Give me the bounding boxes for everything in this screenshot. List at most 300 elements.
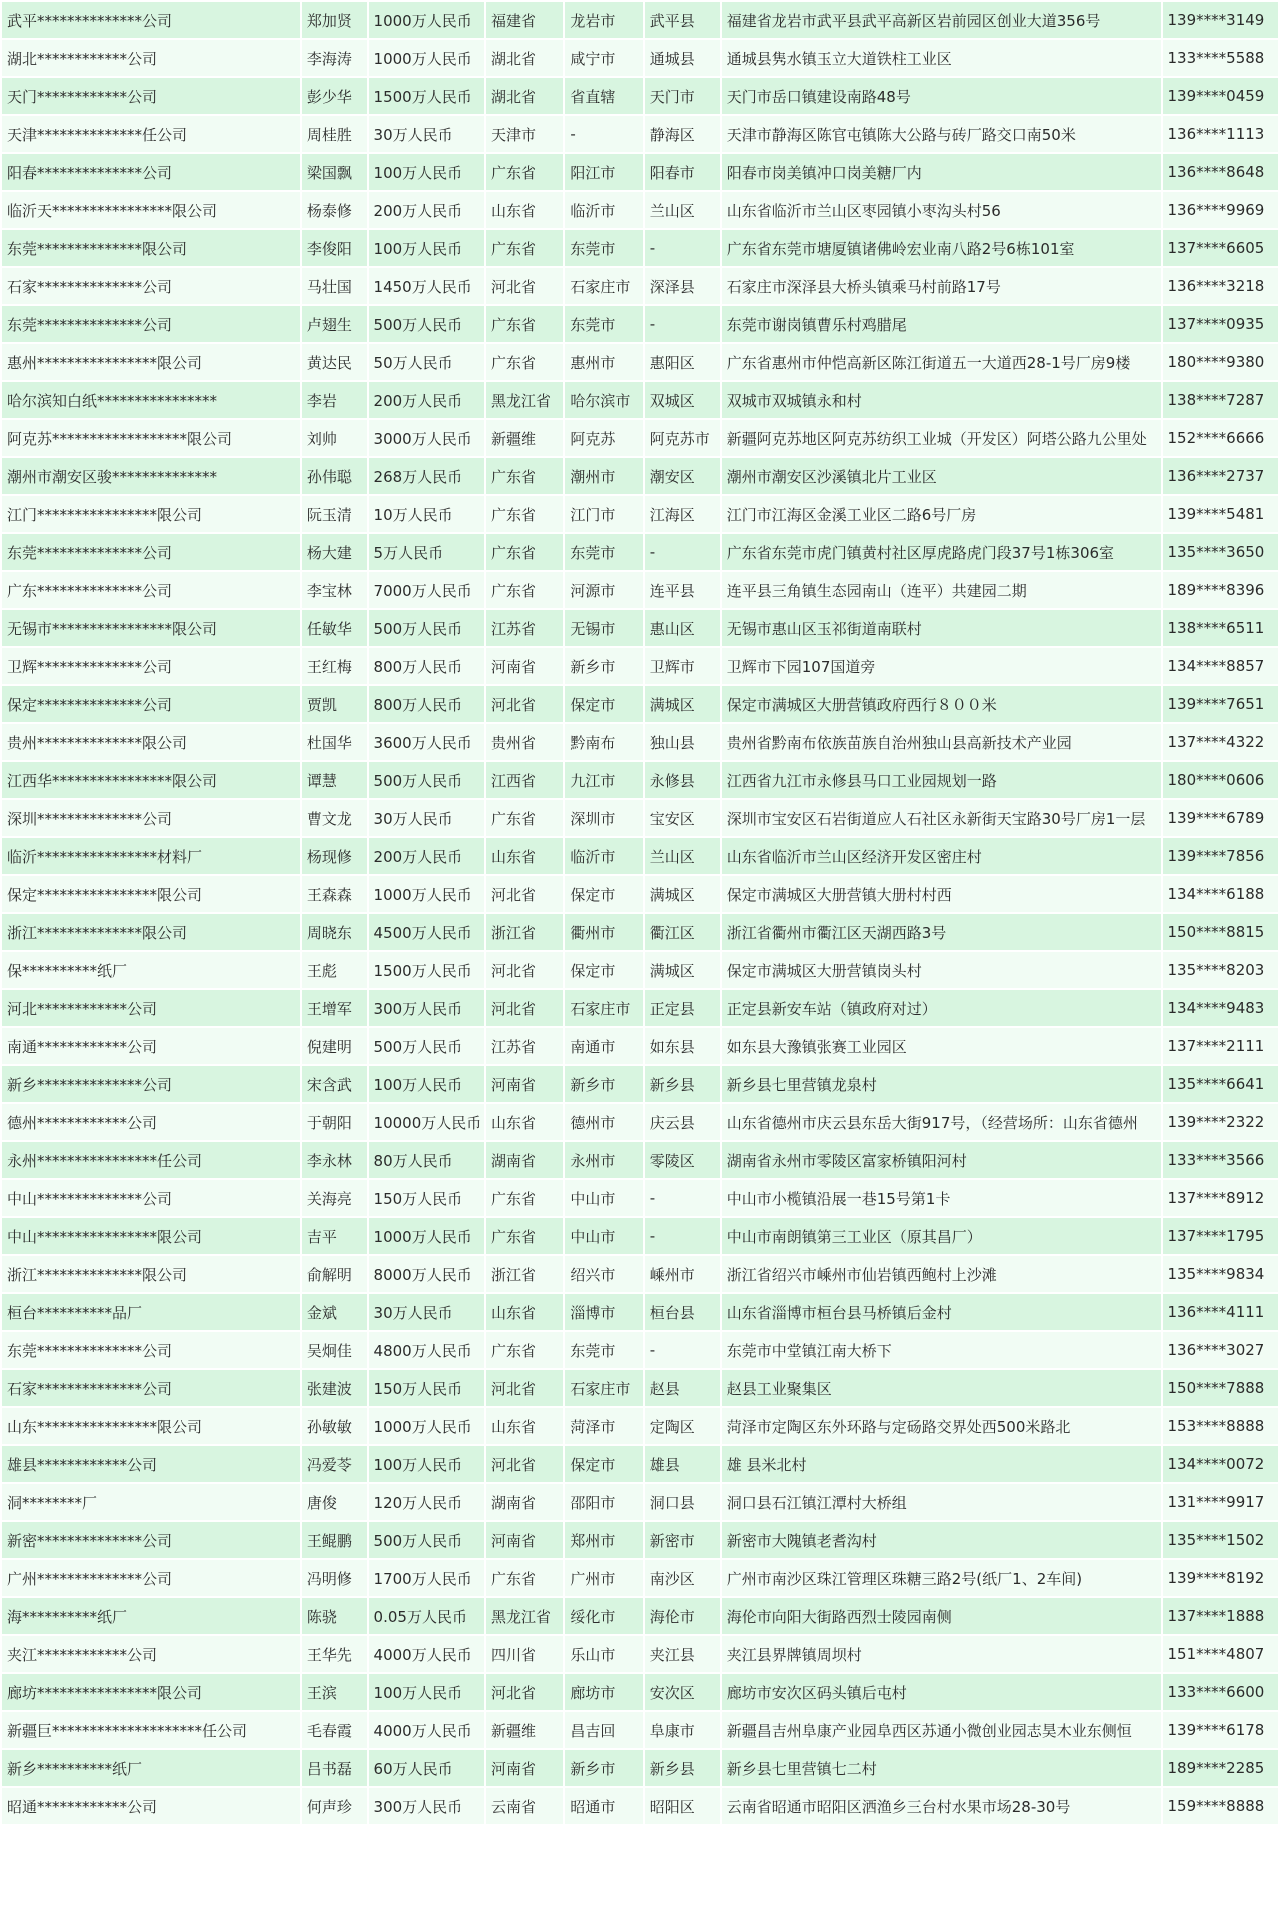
cell-company: 新密**************公司 bbox=[2, 1522, 300, 1558]
cell-phone: 159****8888 bbox=[1163, 1788, 1278, 1824]
table-row bbox=[2, 382, 1278, 418]
cell-district: - bbox=[645, 1180, 720, 1216]
cell-city: 临沂市 bbox=[565, 838, 642, 874]
cell-address: 广州市南沙区珠江管理区珠糖三路2号(纸厂1、2车间) bbox=[722, 1560, 1161, 1596]
table-row bbox=[2, 800, 1278, 836]
cell-company: 海**********纸厂 bbox=[2, 1598, 300, 1634]
cell-district: 南沙区 bbox=[645, 1560, 720, 1596]
cell-province: 河北省 bbox=[486, 1446, 563, 1482]
cell-legal-rep: 王增军 bbox=[302, 990, 367, 1026]
cell-district: 卫辉市 bbox=[645, 648, 720, 684]
table-row bbox=[2, 306, 1278, 342]
cell-province: 福建省 bbox=[486, 2, 563, 38]
cell-district: - bbox=[645, 306, 720, 342]
cell-district: 赵县 bbox=[645, 1370, 720, 1406]
cell-phone: 139****0459 bbox=[1163, 78, 1278, 114]
cell-district: 新乡县 bbox=[645, 1066, 720, 1102]
cell-legal-rep: 吉平 bbox=[302, 1218, 367, 1254]
cell-legal-rep: 王华先 bbox=[302, 1636, 367, 1672]
cell-company: 临沂天****************限公司 bbox=[2, 192, 300, 228]
cell-company: 夹江************公司 bbox=[2, 1636, 300, 1672]
cell-province: 河南省 bbox=[486, 1750, 563, 1786]
cell-province: 山东省 bbox=[486, 1294, 563, 1330]
cell-address: 保定市满城区大册营镇大册村村西 bbox=[722, 876, 1161, 912]
cell-province: 河南省 bbox=[486, 1066, 563, 1102]
cell-legal-rep: 王滨 bbox=[302, 1674, 367, 1710]
cell-capital: 1450万人民币 bbox=[369, 268, 484, 304]
table-row bbox=[2, 1560, 1278, 1596]
cell-phone: 139****2322 bbox=[1163, 1104, 1278, 1140]
cell-province: 广东省 bbox=[486, 344, 563, 380]
cell-legal-rep: 冯明修 bbox=[302, 1560, 367, 1596]
cell-capital: 500万人民币 bbox=[369, 1522, 484, 1558]
cell-city: 深圳市 bbox=[565, 800, 642, 836]
cell-address: 石家庄市深泽县大桥头镇乘马村前路17号 bbox=[722, 268, 1161, 304]
table-row bbox=[2, 78, 1278, 114]
cell-district: 静海区 bbox=[645, 116, 720, 152]
cell-district: 兰山区 bbox=[645, 192, 720, 228]
cell-province: 浙江省 bbox=[486, 914, 563, 950]
cell-company: 阳春**************公司 bbox=[2, 154, 300, 190]
table-row bbox=[2, 192, 1278, 228]
cell-legal-rep: 马壮国 bbox=[302, 268, 367, 304]
cell-province: 河北省 bbox=[486, 268, 563, 304]
cell-phone: 135****1502 bbox=[1163, 1522, 1278, 1558]
cell-company: 桓台**********品厂 bbox=[2, 1294, 300, 1330]
cell-phone: 189****8396 bbox=[1163, 572, 1278, 608]
cell-company: 浙江**************限公司 bbox=[2, 914, 300, 950]
cell-capital: 100万人民币 bbox=[369, 154, 484, 190]
cell-legal-rep: 李俊阳 bbox=[302, 230, 367, 266]
table-row bbox=[2, 1750, 1278, 1786]
table-row bbox=[2, 838, 1278, 874]
table-row bbox=[2, 154, 1278, 190]
cell-legal-rep: 陈骁 bbox=[302, 1598, 367, 1634]
cell-capital: 200万人民币 bbox=[369, 192, 484, 228]
table-row bbox=[2, 268, 1278, 304]
cell-district: 通城县 bbox=[645, 40, 720, 76]
cell-province: 广东省 bbox=[486, 458, 563, 494]
cell-capital: 4000万人民币 bbox=[369, 1712, 484, 1748]
cell-address: 江西省九江市永修县马口工业园规划一路 bbox=[722, 762, 1161, 798]
table-row bbox=[2, 1028, 1278, 1064]
cell-legal-rep: 周桂胜 bbox=[302, 116, 367, 152]
cell-address: 山东省临沂市兰山区枣园镇小枣沟头村56 bbox=[722, 192, 1161, 228]
cell-district: 零陵区 bbox=[645, 1142, 720, 1178]
cell-legal-rep: 刘帅 bbox=[302, 420, 367, 456]
cell-legal-rep: 孙敏敏 bbox=[302, 1408, 367, 1444]
table-body bbox=[2, 2, 1278, 1824]
cell-address: 东莞市谢岗镇曹乐村鸡腊尾 bbox=[722, 306, 1161, 342]
cell-company: 潮州市潮安区骏************** bbox=[2, 458, 300, 494]
cell-district: 安次区 bbox=[645, 1674, 720, 1710]
cell-city: 淄博市 bbox=[565, 1294, 642, 1330]
cell-city: - bbox=[565, 116, 642, 152]
cell-capital: 500万人民币 bbox=[369, 1028, 484, 1064]
cell-legal-rep: 王彪 bbox=[302, 952, 367, 988]
cell-capital: 120万人民币 bbox=[369, 1484, 484, 1520]
cell-address: 廊坊市安次区码头镇后屯村 bbox=[722, 1674, 1161, 1710]
cell-phone: 136****4111 bbox=[1163, 1294, 1278, 1330]
table-row bbox=[2, 1066, 1278, 1102]
cell-address: 菏泽市定陶区东外环路与定砀路交界处西500米路北 bbox=[722, 1408, 1161, 1444]
cell-legal-rep: 金斌 bbox=[302, 1294, 367, 1330]
cell-address: 赵县工业聚集区 bbox=[722, 1370, 1161, 1406]
cell-address: 连平县三角镇生态园南山（连平）共建园二期 bbox=[722, 572, 1161, 608]
cell-phone: 150****7888 bbox=[1163, 1370, 1278, 1406]
cell-phone: 139****8192 bbox=[1163, 1560, 1278, 1596]
cell-capital: 200万人民币 bbox=[369, 838, 484, 874]
cell-province: 广东省 bbox=[486, 154, 563, 190]
cell-legal-rep: 宋含武 bbox=[302, 1066, 367, 1102]
cell-district: 衢江区 bbox=[645, 914, 720, 950]
cell-capital: 800万人民币 bbox=[369, 648, 484, 684]
cell-phone: 136****3218 bbox=[1163, 268, 1278, 304]
cell-legal-rep: 孙伟聪 bbox=[302, 458, 367, 494]
cell-phone: 135****9834 bbox=[1163, 1256, 1278, 1292]
cell-district: 阿克苏市 bbox=[645, 420, 720, 456]
cell-phone: 133****6600 bbox=[1163, 1674, 1278, 1710]
cell-province: 广东省 bbox=[486, 230, 563, 266]
cell-address: 正定县新安车站（镇政府对过） bbox=[722, 990, 1161, 1026]
cell-legal-rep: 杜国华 bbox=[302, 724, 367, 760]
cell-phone: 137****4322 bbox=[1163, 724, 1278, 760]
cell-legal-rep: 周晓东 bbox=[302, 914, 367, 950]
cell-district: 嵊州市 bbox=[645, 1256, 720, 1292]
cell-province: 河北省 bbox=[486, 876, 563, 912]
cell-province: 广东省 bbox=[486, 1180, 563, 1216]
cell-province: 河北省 bbox=[486, 952, 563, 988]
cell-phone: 137****6605 bbox=[1163, 230, 1278, 266]
cell-district: 独山县 bbox=[645, 724, 720, 760]
cell-company: 洞********厂 bbox=[2, 1484, 300, 1520]
cell-province: 广东省 bbox=[486, 496, 563, 532]
cell-province: 广东省 bbox=[486, 534, 563, 570]
cell-company: 中山****************限公司 bbox=[2, 1218, 300, 1254]
cell-company: 惠州****************限公司 bbox=[2, 344, 300, 380]
cell-company: 无锡市****************限公司 bbox=[2, 610, 300, 646]
cell-phone: 133****5588 bbox=[1163, 40, 1278, 76]
cell-province: 广东省 bbox=[486, 1218, 563, 1254]
cell-province: 湖南省 bbox=[486, 1484, 563, 1520]
cell-district: 武平县 bbox=[645, 2, 720, 38]
cell-city: 昭通市 bbox=[565, 1788, 642, 1824]
cell-legal-rep: 冯爱苓 bbox=[302, 1446, 367, 1482]
cell-province: 山东省 bbox=[486, 838, 563, 874]
cell-legal-rep: 阮玉清 bbox=[302, 496, 367, 532]
cell-capital: 10万人民币 bbox=[369, 496, 484, 532]
cell-capital: 7000万人民币 bbox=[369, 572, 484, 608]
cell-city: 东莞市 bbox=[565, 306, 642, 342]
cell-capital: 3000万人民币 bbox=[369, 420, 484, 456]
cell-city: 廊坊市 bbox=[565, 1674, 642, 1710]
cell-capital: 50万人民币 bbox=[369, 344, 484, 380]
table-row bbox=[2, 40, 1278, 76]
cell-city: 东莞市 bbox=[565, 534, 642, 570]
cell-district: 新密市 bbox=[645, 1522, 720, 1558]
cell-capital: 500万人民币 bbox=[369, 306, 484, 342]
cell-company: 浙江**************限公司 bbox=[2, 1256, 300, 1292]
cell-address: 深圳市宝安区石岩街道应人石社区永新街天宝路30号厂房1一层 bbox=[722, 800, 1161, 836]
cell-province: 浙江省 bbox=[486, 1256, 563, 1292]
cell-capital: 4800万人民币 bbox=[369, 1332, 484, 1368]
cell-district: 雄县 bbox=[645, 1446, 720, 1482]
cell-address: 福建省龙岩市武平县武平高新区岩前园区创业大道356号 bbox=[722, 2, 1161, 38]
cell-legal-rep: 张建波 bbox=[302, 1370, 367, 1406]
cell-province: 山东省 bbox=[486, 1104, 563, 1140]
cell-capital: 1000万人民币 bbox=[369, 876, 484, 912]
cell-province: 湖北省 bbox=[486, 40, 563, 76]
cell-company: 深圳**************公司 bbox=[2, 800, 300, 836]
cell-district: 惠山区 bbox=[645, 610, 720, 646]
cell-city: 保定市 bbox=[565, 1446, 642, 1482]
cell-legal-rep: 杨泰修 bbox=[302, 192, 367, 228]
cell-address: 新乡县七里营镇龙泉村 bbox=[722, 1066, 1161, 1102]
cell-phone: 189****2285 bbox=[1163, 1750, 1278, 1786]
cell-company: 湖北************公司 bbox=[2, 40, 300, 76]
cell-legal-rep: 贾凯 bbox=[302, 686, 367, 722]
cell-province: 广东省 bbox=[486, 1332, 563, 1368]
cell-company: 河北************公司 bbox=[2, 990, 300, 1026]
table-row bbox=[2, 686, 1278, 722]
cell-province: 广东省 bbox=[486, 800, 563, 836]
cell-phone: 134****8857 bbox=[1163, 648, 1278, 684]
cell-capital: 10000万人民币 bbox=[369, 1104, 484, 1140]
cell-phone: 135****6641 bbox=[1163, 1066, 1278, 1102]
cell-phone: 137****1795 bbox=[1163, 1218, 1278, 1254]
table-row bbox=[2, 762, 1278, 798]
cell-phone: 139****6789 bbox=[1163, 800, 1278, 836]
cell-company: 东莞**************公司 bbox=[2, 306, 300, 342]
cell-city: 九江市 bbox=[565, 762, 642, 798]
cell-legal-rep: 梁国飘 bbox=[302, 154, 367, 190]
table-row bbox=[2, 1522, 1278, 1558]
cell-province: 山东省 bbox=[486, 192, 563, 228]
cell-capital: 100万人民币 bbox=[369, 1674, 484, 1710]
cell-address: 云南省昭通市昭阳区洒渔乡三台村水果市场28-30号 bbox=[722, 1788, 1161, 1824]
cell-capital: 100万人民币 bbox=[369, 1066, 484, 1102]
cell-capital: 200万人民币 bbox=[369, 382, 484, 418]
table-row bbox=[2, 1370, 1278, 1406]
cell-province: 河南省 bbox=[486, 1522, 563, 1558]
cell-district: 庆云县 bbox=[645, 1104, 720, 1140]
cell-city: 南通市 bbox=[565, 1028, 642, 1064]
cell-capital: 1000万人民币 bbox=[369, 2, 484, 38]
cell-capital: 268万人民币 bbox=[369, 458, 484, 494]
cell-district: 双城区 bbox=[645, 382, 720, 418]
cell-capital: 1000万人民币 bbox=[369, 1408, 484, 1444]
cell-province: 新疆维 bbox=[486, 420, 563, 456]
cell-capital: 1000万人民币 bbox=[369, 1218, 484, 1254]
table-row bbox=[2, 1256, 1278, 1292]
cell-district: - bbox=[645, 1332, 720, 1368]
cell-province: 河北省 bbox=[486, 1674, 563, 1710]
cell-capital: 150万人民币 bbox=[369, 1370, 484, 1406]
cell-address: 如东县大豫镇张赛工业园区 bbox=[722, 1028, 1161, 1064]
cell-legal-rep: 倪建明 bbox=[302, 1028, 367, 1064]
cell-capital: 30万人民币 bbox=[369, 116, 484, 152]
cell-legal-rep: 俞解明 bbox=[302, 1256, 367, 1292]
cell-phone: 137****8912 bbox=[1163, 1180, 1278, 1216]
cell-capital: 300万人民币 bbox=[369, 1788, 484, 1824]
cell-address: 山东省淄博市桓台县马桥镇后金村 bbox=[722, 1294, 1161, 1330]
cell-city: 乐山市 bbox=[565, 1636, 642, 1672]
cell-phone: 135****3650 bbox=[1163, 534, 1278, 570]
cell-city: 中山市 bbox=[565, 1218, 642, 1254]
cell-city: 保定市 bbox=[565, 876, 642, 912]
cell-phone: 136****8648 bbox=[1163, 154, 1278, 190]
cell-company: 天门************公司 bbox=[2, 78, 300, 114]
cell-address: 浙江省绍兴市嵊州市仙岩镇西鲍村上沙滩 bbox=[722, 1256, 1161, 1292]
cell-district: 阜康市 bbox=[645, 1712, 720, 1748]
cell-city: 石家庄市 bbox=[565, 268, 642, 304]
cell-district: 新乡县 bbox=[645, 1750, 720, 1786]
cell-company: 廊坊****************限公司 bbox=[2, 1674, 300, 1710]
table-row bbox=[2, 1484, 1278, 1520]
cell-legal-rep: 曹文龙 bbox=[302, 800, 367, 836]
cell-phone: 136****9969 bbox=[1163, 192, 1278, 228]
cell-company: 德州************公司 bbox=[2, 1104, 300, 1140]
table-row bbox=[2, 1294, 1278, 1330]
cell-capital: 150万人民币 bbox=[369, 1180, 484, 1216]
cell-capital: 1500万人民币 bbox=[369, 952, 484, 988]
cell-company: 江西华****************限公司 bbox=[2, 762, 300, 798]
cell-legal-rep: 郑加贤 bbox=[302, 2, 367, 38]
cell-company: 保**********纸厂 bbox=[2, 952, 300, 988]
cell-address: 新密市大隗镇老耆沟村 bbox=[722, 1522, 1161, 1558]
cell-district: 满城区 bbox=[645, 686, 720, 722]
cell-company: 石家**************公司 bbox=[2, 268, 300, 304]
cell-legal-rep: 杨大建 bbox=[302, 534, 367, 570]
cell-company: 东莞**************公司 bbox=[2, 1332, 300, 1368]
cell-district: 满城区 bbox=[645, 876, 720, 912]
cell-company: 哈尔滨知白纸**************** bbox=[2, 382, 300, 418]
table-row bbox=[2, 534, 1278, 570]
cell-district: 深泽县 bbox=[645, 268, 720, 304]
cell-legal-rep: 毛春霞 bbox=[302, 1712, 367, 1748]
cell-address: 海伦市向阳大街路西烈士陵园南侧 bbox=[722, 1598, 1161, 1634]
cell-province: 江西省 bbox=[486, 762, 563, 798]
cell-address: 湖南省永州市零陵区富家桥镇阳河村 bbox=[722, 1142, 1161, 1178]
cell-capital: 5万人民币 bbox=[369, 534, 484, 570]
table-row bbox=[2, 1712, 1278, 1748]
cell-district: 正定县 bbox=[645, 990, 720, 1026]
cell-address: 山东省德州市庆云县东岳大街917号，（经营场所：山东省德州 bbox=[722, 1104, 1161, 1140]
cell-city: 郑州市 bbox=[565, 1522, 642, 1558]
cell-company: 临沂****************材料厂 bbox=[2, 838, 300, 874]
cell-company: 卫辉**************公司 bbox=[2, 648, 300, 684]
cell-city: 无锡市 bbox=[565, 610, 642, 646]
cell-phone: 139****6178 bbox=[1163, 1712, 1278, 1748]
table-row bbox=[2, 344, 1278, 380]
cell-phone: 137****1888 bbox=[1163, 1598, 1278, 1634]
cell-phone: 139****7856 bbox=[1163, 838, 1278, 874]
cell-company: 南通************公司 bbox=[2, 1028, 300, 1064]
cell-capital: 60万人民币 bbox=[369, 1750, 484, 1786]
cell-legal-rep: 李海涛 bbox=[302, 40, 367, 76]
cell-province: 河北省 bbox=[486, 990, 563, 1026]
cell-city: 潮州市 bbox=[565, 458, 642, 494]
cell-legal-rep: 王森森 bbox=[302, 876, 367, 912]
cell-district: 满城区 bbox=[645, 952, 720, 988]
cell-legal-rep: 卢翅生 bbox=[302, 306, 367, 342]
table-row bbox=[2, 914, 1278, 950]
cell-phone: 134****9483 bbox=[1163, 990, 1278, 1026]
cell-phone: 135****8203 bbox=[1163, 952, 1278, 988]
cell-company: 山东****************限公司 bbox=[2, 1408, 300, 1444]
cell-address: 中山市小榄镇沿展一巷15号第1卡 bbox=[722, 1180, 1161, 1216]
cell-address: 广东省惠州市仲恺高新区陈江街道五一大道西28-1号厂房9楼 bbox=[722, 344, 1161, 380]
cell-company: 保定**************公司 bbox=[2, 686, 300, 722]
cell-district: 夹江县 bbox=[645, 1636, 720, 1672]
cell-address: 山东省临沂市兰山区经济开发区密庄村 bbox=[722, 838, 1161, 874]
cell-capital: 1500万人民币 bbox=[369, 78, 484, 114]
cell-district: 阳春市 bbox=[645, 154, 720, 190]
cell-address: 新乡县七里营镇七二村 bbox=[722, 1750, 1161, 1786]
cell-address: 阳春市岗美镇冲口岗美糖厂内 bbox=[722, 154, 1161, 190]
cell-city: 菏泽市 bbox=[565, 1408, 642, 1444]
cell-district: 连平县 bbox=[645, 572, 720, 608]
cell-phone: 137****0935 bbox=[1163, 306, 1278, 342]
cell-company: 武平**************公司 bbox=[2, 2, 300, 38]
cell-capital: 500万人民币 bbox=[369, 762, 484, 798]
cell-city: 河源市 bbox=[565, 572, 642, 608]
cell-address: 新疆阿克苏地区阿克苏纺织工业城（开发区）阿塔公路九公里处 bbox=[722, 420, 1161, 456]
cell-phone: 138****7287 bbox=[1163, 382, 1278, 418]
cell-province: 山东省 bbox=[486, 1408, 563, 1444]
cell-city: 惠州市 bbox=[565, 344, 642, 380]
cell-capital: 1700万人民币 bbox=[369, 1560, 484, 1596]
cell-address: 无锡市惠山区玉祁街道南联村 bbox=[722, 610, 1161, 646]
cell-address: 天津市静海区陈官屯镇陈大公路与砖厂路交口南50米 bbox=[722, 116, 1161, 152]
cell-capital: 80万人民币 bbox=[369, 1142, 484, 1178]
cell-capital: 300万人民币 bbox=[369, 990, 484, 1026]
cell-city: 东莞市 bbox=[565, 230, 642, 266]
cell-city: 中山市 bbox=[565, 1180, 642, 1216]
table-row bbox=[2, 1788, 1278, 1824]
cell-district: 宝安区 bbox=[645, 800, 720, 836]
cell-district: 海伦市 bbox=[645, 1598, 720, 1634]
cell-company: 江门****************限公司 bbox=[2, 496, 300, 532]
cell-province: 广东省 bbox=[486, 1560, 563, 1596]
cell-legal-rep: 杨现修 bbox=[302, 838, 367, 874]
cell-city: 新乡市 bbox=[565, 648, 642, 684]
cell-capital: 100万人民币 bbox=[369, 230, 484, 266]
cell-legal-rep: 吕书磊 bbox=[302, 1750, 367, 1786]
cell-city: 石家庄市 bbox=[565, 1370, 642, 1406]
cell-capital: 100万人民币 bbox=[369, 1446, 484, 1482]
cell-city: 龙岩市 bbox=[565, 2, 642, 38]
cell-city: 昌吉回 bbox=[565, 1712, 642, 1748]
cell-legal-rep: 关海亮 bbox=[302, 1180, 367, 1216]
cell-city: 东莞市 bbox=[565, 1332, 642, 1368]
cell-province: 江苏省 bbox=[486, 1028, 563, 1064]
cell-district: - bbox=[645, 1218, 720, 1254]
cell-phone: 134****6188 bbox=[1163, 876, 1278, 912]
cell-city: 保定市 bbox=[565, 952, 642, 988]
cell-address: 保定市满城区大册营镇政府西行８００米 bbox=[722, 686, 1161, 722]
table-row bbox=[2, 1674, 1278, 1710]
cell-district: 江海区 bbox=[645, 496, 720, 532]
cell-capital: 0.05万人民币 bbox=[369, 1598, 484, 1634]
cell-province: 河北省 bbox=[486, 1370, 563, 1406]
cell-legal-rep: 李永林 bbox=[302, 1142, 367, 1178]
cell-district: 昭阳区 bbox=[645, 1788, 720, 1824]
cell-address: 保定市满城区大册营镇岗头村 bbox=[722, 952, 1161, 988]
cell-address: 天门市岳口镇建设南路48号 bbox=[722, 78, 1161, 114]
cell-capital: 30万人民币 bbox=[369, 1294, 484, 1330]
cell-address: 中山市南朗镇第三工业区（原其昌厂） bbox=[722, 1218, 1161, 1254]
